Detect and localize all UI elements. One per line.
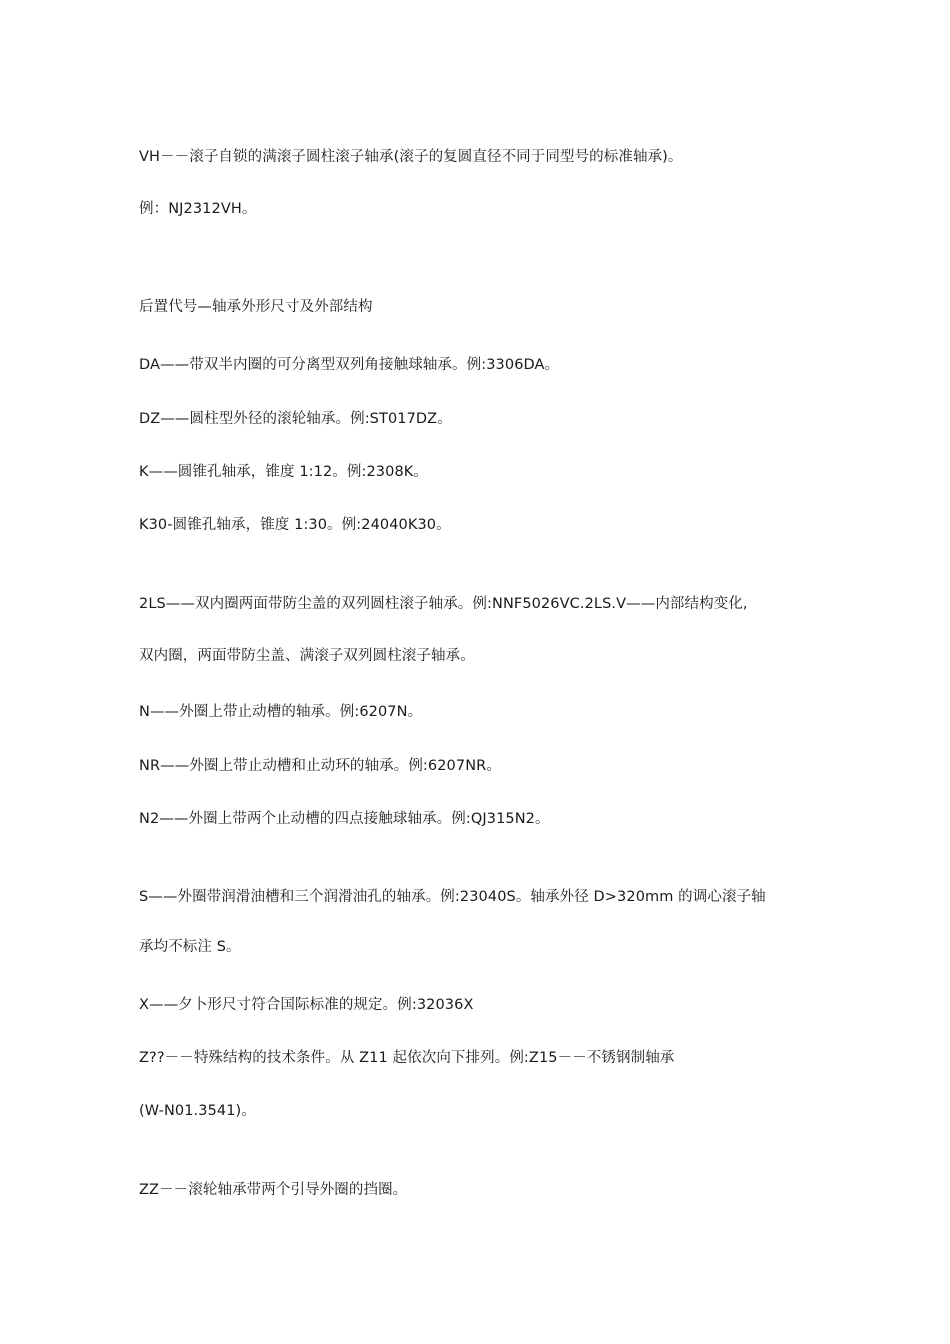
text-line-vh-example: 例：NJ2312VH。: [139, 201, 257, 217]
text-line-z-continued: (W-N01.3541)。: [139, 1103, 256, 1119]
text-line-k: K——圆锥孔轴承，锥度 1:12。例:2308K。: [139, 464, 428, 480]
text-line-z: Z??－－特殊结构的技术条件。从 Z11 起依次向下排列。例:Z15－－不锈钢制轴承: [139, 1050, 675, 1066]
text-line-k30: K30-圆锥孔轴承，锥度 1:30。例:24040K30。: [139, 517, 451, 533]
text-line-dz: DZ——圆柱型外径的滚轮轴承。例:ST017DZ。: [139, 411, 452, 427]
section-heading-suffix-code: 后置代号—轴承外形尺寸及外部结构: [139, 299, 373, 315]
text-line-s-continued: 承均不标注 S。: [139, 939, 241, 955]
text-line-vh: VH－－滚子自锁的满滚子圆柱滚子轴承(滚子的复圆直径不同于同型号的标准轴承)。: [139, 149, 683, 165]
text-line-x: X——夕卜形尺寸符合国际标准的规定。例:32036X: [139, 997, 474, 1013]
text-line-n2: N2——外圈上带两个止动槽的四点接触球轴承。例:QJ315N2。: [139, 811, 550, 827]
text-line-2ls: 2LS——双内圈两面带防尘盖的双列圆柱滚子轴承。例:NNF5026VC.2LS.V——内部结构变化,: [139, 596, 748, 612]
text-line-da: DA——带双半内圈的可分离型双列角接触球轴承。例:3306DA。: [139, 357, 560, 373]
text-line-n: N——外圈上带止动槽的轴承。例:6207N。: [139, 704, 423, 720]
text-line-2ls-continued: 双内圈，两面带防尘盖、满滚子双列圆柱滚子轴承。: [139, 648, 475, 664]
text-line-s: S——外圈带润滑油槽和三个润滑油孔的轴承。例:23040S。轴承外径 D>320mm 的调心滚子轴: [139, 889, 766, 905]
text-line-zz: ZZ－－滚轮轴承带两个引导外圈的挡圈。: [139, 1182, 408, 1198]
text-line-nr: NR——外圈上带止动槽和止动环的轴承。例:6207NR。: [139, 758, 501, 774]
